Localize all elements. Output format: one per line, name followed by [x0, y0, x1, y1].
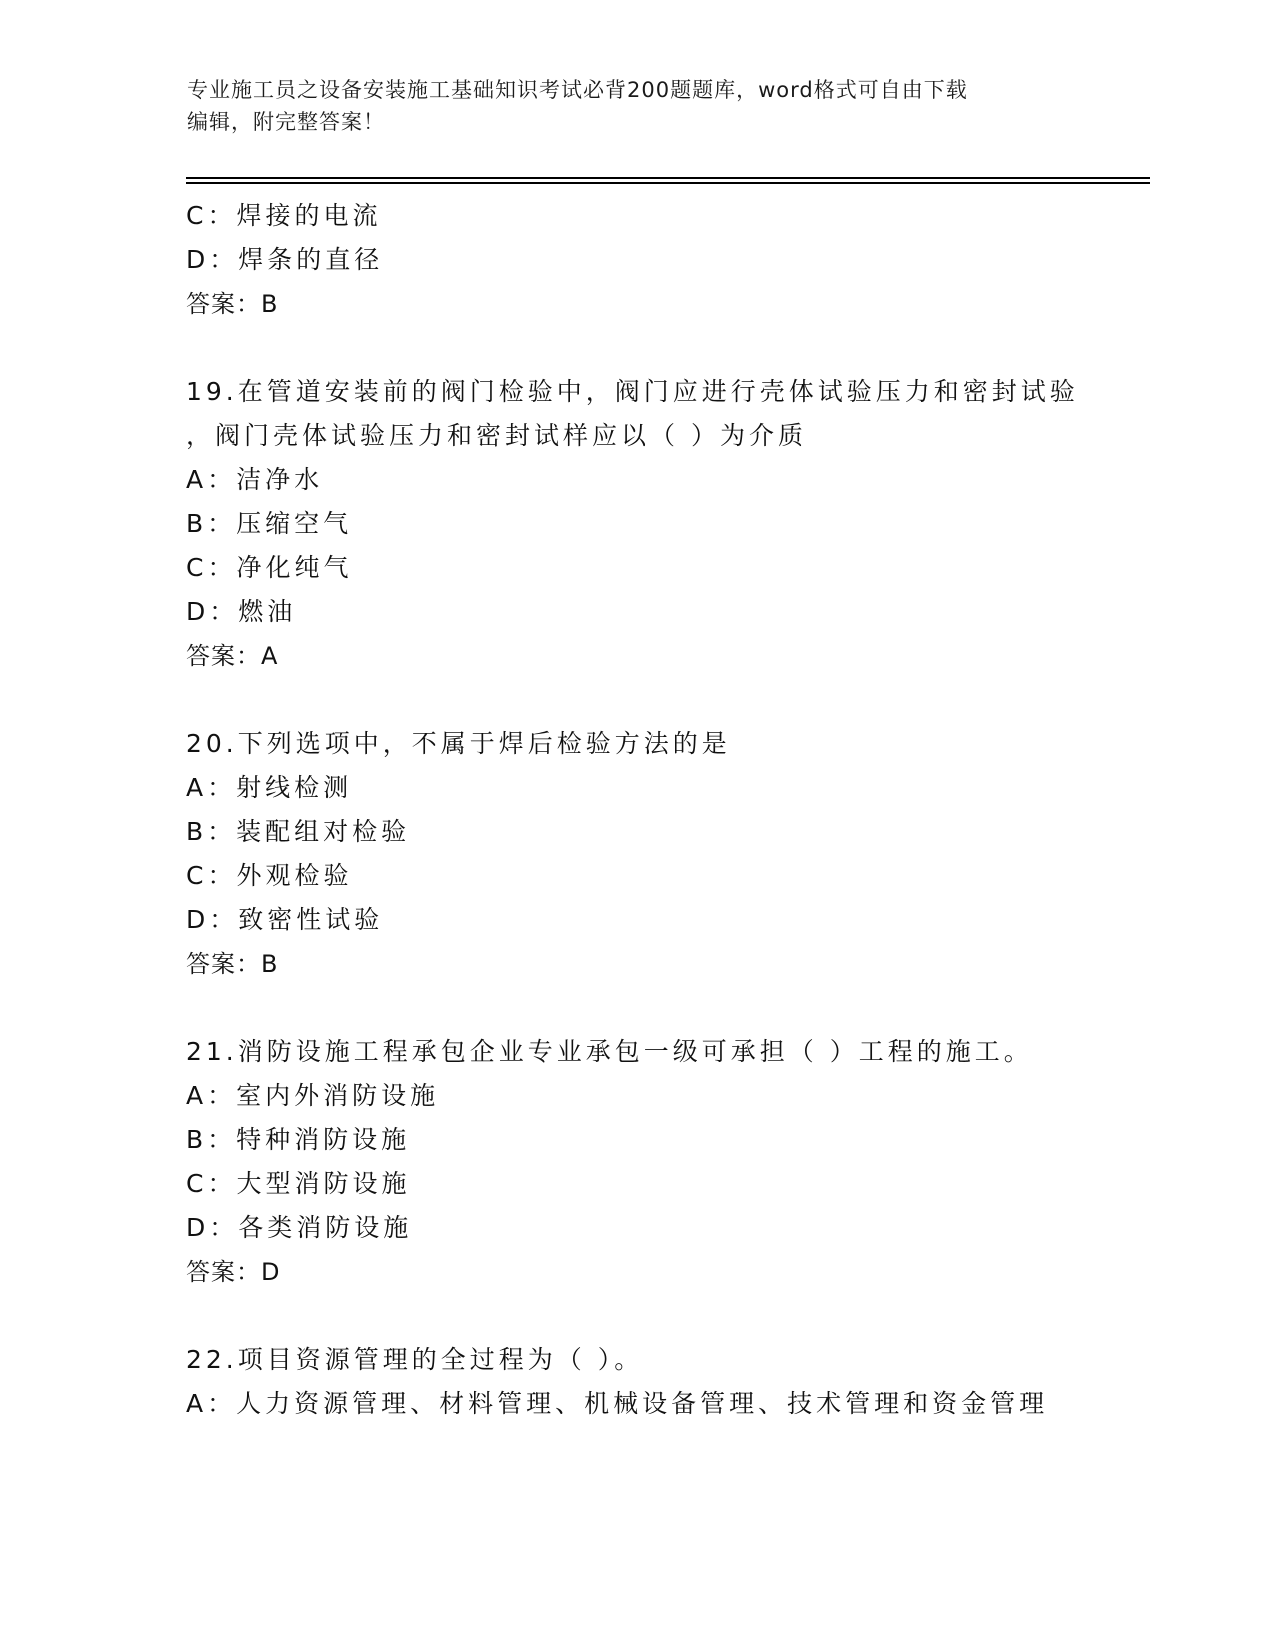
question-20: 20.下列选项中，不属于焊后检验方法的是 — [186, 729, 731, 758]
option-a-q21: A：室内外消防设施 — [186, 1081, 440, 1110]
option-d-q19: D：燃油 — [186, 597, 297, 626]
document-header — [187, 74, 1087, 138]
option-c-q21: C：大型消防设施 — [186, 1169, 411, 1198]
question-21: 21.消防设施工程承包企业专业承包一级可承担（ ）工程的施工。 — [186, 1037, 1033, 1066]
option-d-q21: D：各类消防设施 — [186, 1213, 413, 1242]
option-a-q19: A：洁净水 — [186, 465, 324, 494]
rule-top — [186, 177, 1150, 179]
option-c-q20: C：外观检验 — [186, 861, 353, 890]
option-a-q22: A：人力资源管理、材料管理、机械设备管理、技术管理和资金管理 — [186, 1389, 1049, 1418]
option-d-q20: D：致密性试验 — [186, 905, 384, 934]
header-line-2: 编辑，附完整答案！ — [187, 110, 385, 134]
answer-q19: 答案：A — [186, 642, 279, 670]
answer-q20: 答案：B — [186, 950, 279, 978]
header-line-1: 专业施工员之设备安装施工基础知识考试必背200题题库，word格式可自由下载 — [187, 78, 968, 102]
answer-q21: 答案：D — [186, 1258, 281, 1286]
option-c-q19: C：净化纯气 — [186, 553, 353, 582]
option-a-q20: A：射线检测 — [186, 773, 353, 802]
rule-bottom — [186, 182, 1150, 184]
question-22: 22.项目资源管理的全过程为（ ）。 — [186, 1345, 644, 1374]
option-b-q21: B：特种消防设施 — [186, 1125, 411, 1154]
question-19-line-1: 19.在管道安装前的阀门检验中，阀门应进行壳体试验压力和密封试验 — [186, 377, 1079, 406]
option-b-q20: B：装配组对检验 — [186, 817, 411, 846]
answer-q18: 答案：B — [186, 290, 279, 318]
option-c-q18: C：焊接的电流 — [186, 201, 382, 230]
option-d-q18: D：焊条的直径 — [186, 245, 384, 274]
header-double-rule — [186, 177, 1150, 184]
question-19-line-2: ，阀门壳体试验压力和密封试样应以（ ）为介质 — [186, 421, 807, 450]
option-b-q19: B：压缩空气 — [186, 509, 353, 538]
